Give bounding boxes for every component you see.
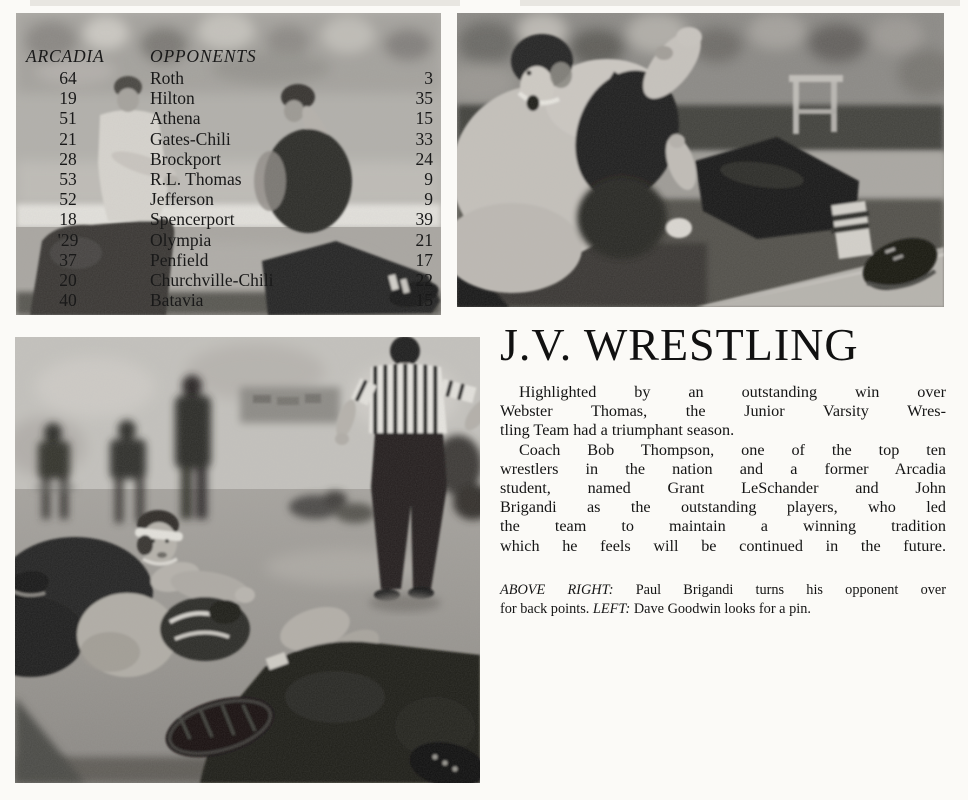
scoreboard-row (26, 88, 433, 108)
scoreboard-cell: Churchville-Chili (150, 270, 274, 291)
scoreboard-row (26, 108, 433, 128)
scoreboard-cell: 21 (415, 229, 433, 250)
scoreboard-cell: 28 (59, 148, 77, 169)
scoreboard-cell: Roth (150, 68, 185, 88)
scoreboard-cell: 9 (424, 189, 433, 210)
scoreboard-cell: 17 (415, 249, 433, 270)
scoreboard-cell: Penfield (150, 249, 209, 270)
page-title: J.V. WRESTLING (500, 319, 859, 370)
scoreboard-cell: 24 (415, 148, 433, 169)
scoreboard-cell: Batavia (150, 290, 204, 311)
scoreboard-row (26, 250, 433, 270)
scoreboard-cell: 15 (415, 108, 433, 129)
scoreboard-cell: 35 (415, 88, 433, 109)
scoreboard-cell: 18 (59, 209, 77, 230)
body-paragraph (500, 441, 946, 556)
scoreboard-cell: 3 (424, 68, 433, 88)
caption-line (500, 600, 946, 619)
scoreboard-cell: Hilton (150, 88, 195, 109)
text-line: Coach Bob Thompson, one of the top ten (519, 440, 946, 459)
caption-line (500, 581, 946, 600)
text-line: Brigandi as the outstanding players, who led (500, 498, 946, 517)
scoreboard-row (26, 68, 433, 88)
photo-brigandi-turning-opponent (457, 13, 944, 307)
text-line: wrestlers in the nation and a former Arcadia (500, 459, 946, 478)
scoreboard-row (26, 149, 433, 169)
scoreboard-cell: '29 (57, 229, 79, 250)
scoreboard-cell: Athena (150, 108, 201, 129)
photo-goodwin-pin (15, 337, 480, 783)
text-line: Webster Thomas, the Junior Varsity Wres- (500, 402, 946, 421)
scoreboard-rows (26, 68, 433, 310)
text-line: which he feels will be continued in the future. (500, 536, 946, 555)
scoreboard-cell: 40 (59, 290, 77, 311)
scoreboard-cell: 20 (59, 270, 77, 291)
text-line: tling Team had a triumphant season. (500, 421, 735, 440)
scoreboard-cell: 53 (59, 169, 77, 190)
scoreboard-cell: 15 (415, 290, 433, 311)
scoreboard-cell: Spencerport (150, 209, 235, 230)
scoreboard-row (26, 129, 433, 149)
scoreboard-row (26, 270, 433, 290)
scoreboard-cell: 64 (59, 68, 77, 88)
scoreboard-cell: 51 (59, 108, 77, 129)
scan-artifact (520, 0, 960, 6)
article (500, 320, 946, 618)
scoreboard-cell: 19 (59, 88, 77, 109)
scan-artifact (30, 0, 460, 6)
scoreboard-cell: Olympia (150, 229, 212, 250)
text-line: student, named Grant LeSchander and John (500, 479, 946, 498)
scoreboard-cell: R.L. Thomas (150, 169, 242, 190)
pin-photo-art (15, 337, 480, 783)
photo-coach-and-wrestler (16, 13, 441, 315)
text-line: the team to maintain a winning tradition (500, 517, 946, 536)
scoreboard-cell: Jefferson (150, 189, 214, 210)
scoreboard-row (26, 290, 433, 310)
scoreboard-opponents-label: OPPONENTS (150, 46, 257, 66)
scoreboard-cell: 52 (59, 189, 77, 210)
scoreboard-cell: 22 (415, 270, 433, 291)
caption-segment: Paul Brigandi turns his opponent over (613, 581, 946, 598)
caption-segment: for back points. (500, 600, 593, 617)
scoreboard-cell: 21 (59, 128, 77, 149)
caption-segment: ABOVE RIGHT: (500, 581, 614, 598)
scoreboard-cell: 9 (424, 169, 433, 190)
caption-segment: LEFT: (592, 600, 631, 617)
scoreboard-cell: Gates-Chili (150, 128, 231, 149)
scoreboard (26, 46, 433, 310)
scoreboard-header (26, 46, 433, 67)
scoreboard-cell: 33 (415, 128, 433, 149)
scoreboard-cell: Brockport (150, 148, 221, 169)
scoreboard-cell: 39 (415, 209, 433, 230)
scoreboard-row (26, 169, 433, 189)
article-body (500, 383, 946, 556)
scoreboard-row (26, 189, 433, 209)
body-paragraph (500, 383, 946, 441)
scoreboard-cell: 37 (59, 249, 77, 270)
scoreboard-row (26, 230, 433, 250)
scoreboard-row (26, 209, 433, 229)
scoreboard-home-label: ARCADIA (26, 46, 105, 66)
text-line: Highlighted by an outstanding win over (519, 383, 946, 401)
photo-caption (500, 581, 946, 619)
caption-segment: Dave Goodwin looks for a pin. (630, 600, 811, 617)
turn-photo-art (457, 13, 944, 307)
